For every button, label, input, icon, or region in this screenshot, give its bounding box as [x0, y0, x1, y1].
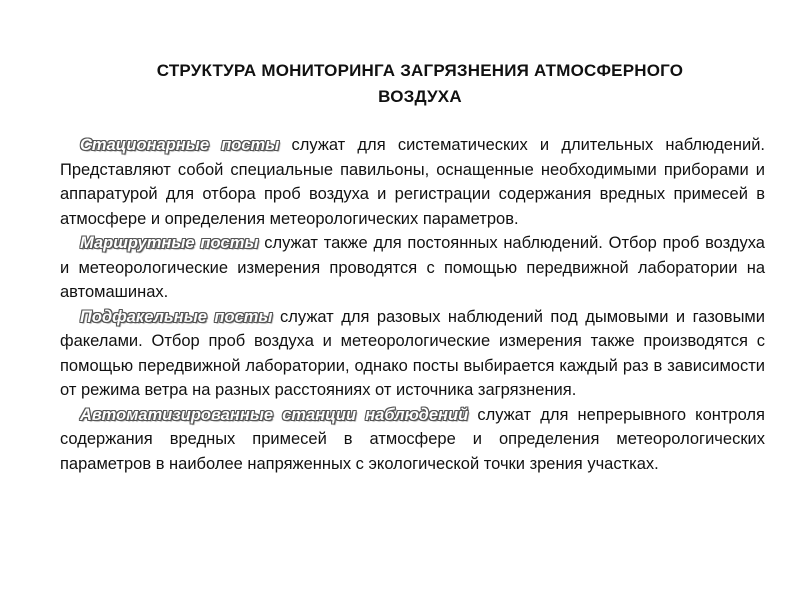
paragraph-automated-stations — [60, 403, 765, 477]
term-route-posts: Маршрутные посты — [80, 234, 259, 252]
paragraph-text: служат также для постоянных наблюдений. Отбор проб воздуха и метеорологические измерения проводятся с помощью передвижной лаборатории на автомашинах. — [60, 234, 765, 301]
slide-body — [60, 133, 765, 476]
term-plume-posts: Подфакельные посты — [80, 307, 273, 326]
paragraph-stationary-posts — [60, 133, 765, 231]
paragraph-text: служат для непрерывного контроля содержания вредных примесей в атмосфере и определения метеорологических параметров в наиболее напряженных с экологической точки зрения участках. — [60, 405, 765, 473]
paragraph-text: служат для систематических и длительных наблюдений. Представляют собой специальные павильоны, оснащенные необходимыми приборами и аппаратурой для отбора проб воздуха и регистрации содержания вредных примесей в атмосфере и определения метеорологических параметров. — [60, 136, 766, 228]
term-automated-stations: Автоматизированные станции наблюдений — [80, 405, 469, 424]
term-stationary-posts: Стационарные посты — [80, 136, 280, 154]
title-line-2: ВОЗДУХА — [378, 87, 462, 106]
paragraph-route-posts — [60, 231, 765, 305]
paragraph-plume-posts — [60, 305, 765, 403]
title-line-1: СТРУКТУРА МОНИТОРИНГА ЗАГРЯЗНЕНИЯ АТМОСФЕРНОГО — [156, 61, 684, 80]
slide-title — [90, 58, 750, 110]
paragraph-text: служат для разовых наблюдений под дымовыми и газовыми факелами. Отбор проб воздуха и метеорологические измерения также производятся с помощью передвижной лаборатории, однако посты выбирается каждый раз в зависимости от режима ветра на разных расстояниях от источника загрязнения. — [60, 307, 765, 399]
